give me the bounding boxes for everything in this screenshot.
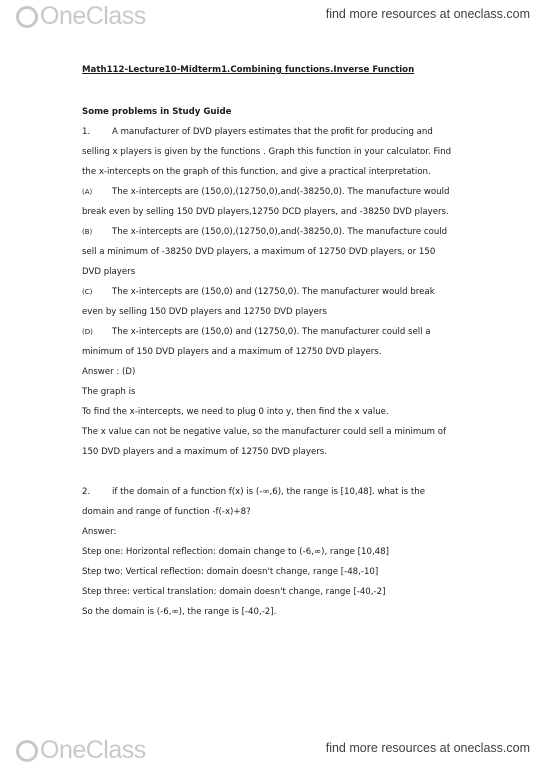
logo-ring-icon — [16, 740, 38, 762]
q1-explanation-line: To find the x-intercepts, we need to plug 0 into y, then find the x value. — [82, 407, 389, 417]
q2-number: 2. — [82, 487, 91, 497]
q1-answer: Answer : (D) — [82, 367, 136, 377]
option-c-label: (C) — [82, 288, 93, 296]
option-b-label: (B) — [82, 228, 93, 236]
footer-tagline-link[interactable]: find more resources at oneclass.com — [325, 741, 530, 755]
logo-ring-icon — [16, 6, 38, 28]
option-c-line: even by selling 150 DVD players and 12750 DVD players — [82, 307, 327, 317]
oneclass-logo[interactable] — [16, 2, 146, 31]
document-title: Math112-Lecture10-Midterm1.Combining functions.Inverse Function — [82, 65, 415, 75]
spacer — [82, 462, 482, 482]
question-2 — [82, 482, 482, 622]
q1-explanation-line: The graph is — [82, 387, 136, 397]
oneclass-logo[interactable] — [16, 736, 146, 765]
option-d: (D) The x-intercepts are (150,0) and (12750,0). The manufacturer could sell a — [82, 322, 482, 342]
logo-text: OneClass — [40, 736, 146, 764]
q2-step: Step three: vertical translation: domain doesn't change, range [-40,-2] — [82, 587, 386, 597]
document-body — [82, 60, 482, 622]
option-b-line: DVD players — [82, 267, 136, 277]
option-a-line: break even by selling 150 DVD players,12750 DCD players, and -38250 DVD players. — [82, 207, 449, 217]
q2-conclusion: So the domain is (-6,∞), the range is [-40,-2]. — [82, 607, 277, 617]
q2-step: Step two: Vertical reflection: domain doesn't change, range [-48,-10] — [82, 567, 379, 577]
option-c: (C) The x-intercepts are (150,0) and (12750,0). The manufacturer would break — [82, 282, 482, 302]
logo-text: OneClass — [40, 2, 146, 30]
q2-line: domain and range of function -f(-x)+8? — [82, 507, 251, 517]
option-b: (B) The x-intercepts are (150,0),(12750,0),and(-38250,0). The manufacture could — [82, 222, 482, 242]
q1-line: 1. A manufacturer of DVD players estimates that the profit for producing and — [82, 122, 482, 142]
q2-step: Step one: Horizontal reflection: domain change to (-6,∞), range [10,48] — [82, 547, 389, 557]
q1-line: selling x players is given by the functions . Graph this function in your calculator. Find — [82, 147, 452, 157]
q1-number: 1. — [82, 127, 91, 137]
section-heading: Some problems in Study Guide — [82, 107, 232, 117]
q1-explanation-line: The x value can not be negative value, so the manufacturer could sell a minimum of — [82, 427, 447, 437]
option-d-label: (D) — [82, 328, 93, 336]
option-a: (A) The x-intercepts are (150,0),(12750,0),and(-38250,0). The manufacture would — [82, 182, 482, 202]
option-a-label: (A) — [82, 188, 93, 196]
q2-answer: Answer: — [82, 527, 117, 537]
page-footer — [0, 734, 544, 770]
q2-line: 2. if the domain of a function f(x) is (-∞,6), the range is [10,48]. what is the — [82, 482, 482, 502]
q1-explanation-line: 150 DVD players and a maximum of 12750 DVD players. — [82, 447, 327, 457]
question-1 — [82, 122, 482, 462]
page-header — [0, 0, 544, 36]
option-d-line: minimum of 150 DVD players and a maximum of 12750 DVD players. — [82, 347, 382, 357]
option-b-line: sell a minimum of -38250 DVD players, a maximum of 12750 DVD players, or 150 — [82, 247, 436, 257]
q1-line: the x-intercepts on the graph of this function, and give a practical interpretation. — [82, 167, 431, 177]
header-tagline-link[interactable]: find more resources at oneclass.com — [325, 7, 530, 21]
